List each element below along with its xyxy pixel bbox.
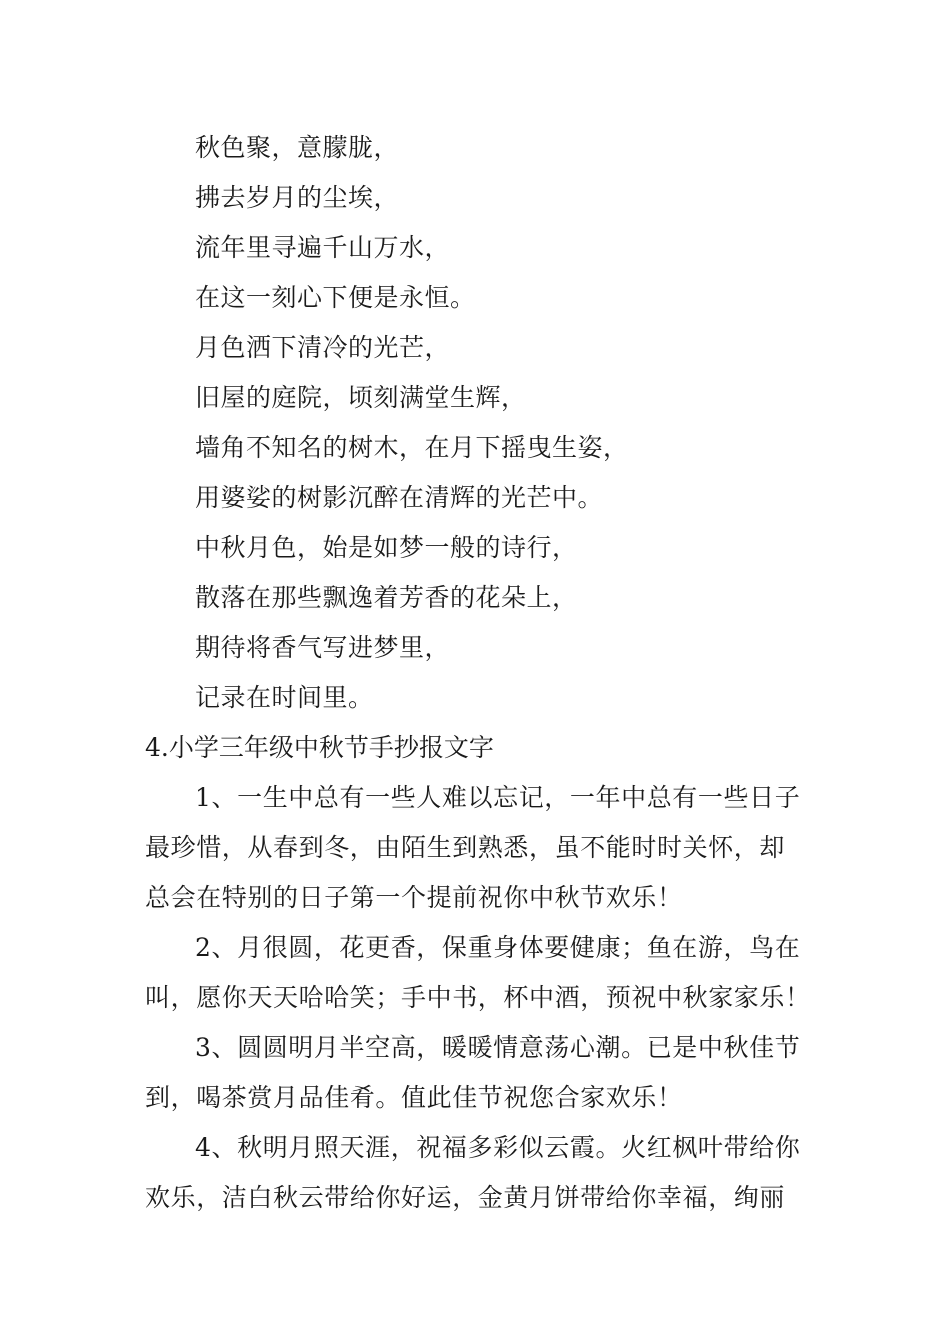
poem-line: 旧屋的庭院，顷刻满堂生辉， xyxy=(195,383,527,412)
paragraph-line: 1、一生中总有一些人难以忘记，一年中总有一些日子 xyxy=(195,783,801,812)
poem-line: 秋色聚，意朦胧， xyxy=(195,133,400,162)
poem-line: 拂去岁月的尘埃， xyxy=(195,183,400,212)
paragraph-line: 欢乐，洁白秋云带给你好运，金黄月饼带给你幸福，绚丽 xyxy=(145,1183,786,1212)
poem-line: 期待将香气写进梦里， xyxy=(195,633,451,662)
poem-line: 散落在那些飘逸着芳香的花朵上， xyxy=(195,583,578,612)
paragraph-line: 2、月很圆，花更香，保重身体要健康；鱼在游，鸟在 xyxy=(195,933,801,962)
poem-line: 墙角不知名的树木，在月下摇曳生姿， xyxy=(195,433,629,462)
paragraph-line: 叫，愿你天天哈哈笑；手中书，杯中酒，预祝中秋家家乐！ xyxy=(145,983,811,1012)
poem-line: 用婆娑的树影沉醉在清辉的光芒中。 xyxy=(195,483,604,512)
poem-line: 记录在时间里。 xyxy=(195,683,374,712)
paragraph-line: 3、圆圆明月半空高，暖暖情意荡心潮。已是中秋佳节 xyxy=(195,1033,801,1062)
section-heading: 4.小学三年级中秋节手抄报文字 xyxy=(145,733,494,762)
paragraph-line: 总会在特别的日子第一个提前祝你中秋节欢乐！ xyxy=(145,883,683,912)
poem-line: 在这一刻心下便是永恒。 xyxy=(195,283,476,312)
poem-line: 月色洒下清冷的光芒， xyxy=(195,333,451,362)
poem-line: 中秋月色，始是如梦一般的诗行， xyxy=(195,533,578,562)
paragraph-line: 到，喝茶赏月品佳肴。值此佳节祝您合家欢乐！ xyxy=(145,1083,683,1112)
paragraph-line: 最珍惜，从春到冬，由陌生到熟悉，虽不能时时关怀，却 xyxy=(145,833,786,862)
paragraph-line: 4、秋明月照天涯，祝福多彩似云霞。火红枫叶带给你 xyxy=(195,1133,801,1162)
poem-line: 流年里寻遍千山万水， xyxy=(195,233,451,262)
